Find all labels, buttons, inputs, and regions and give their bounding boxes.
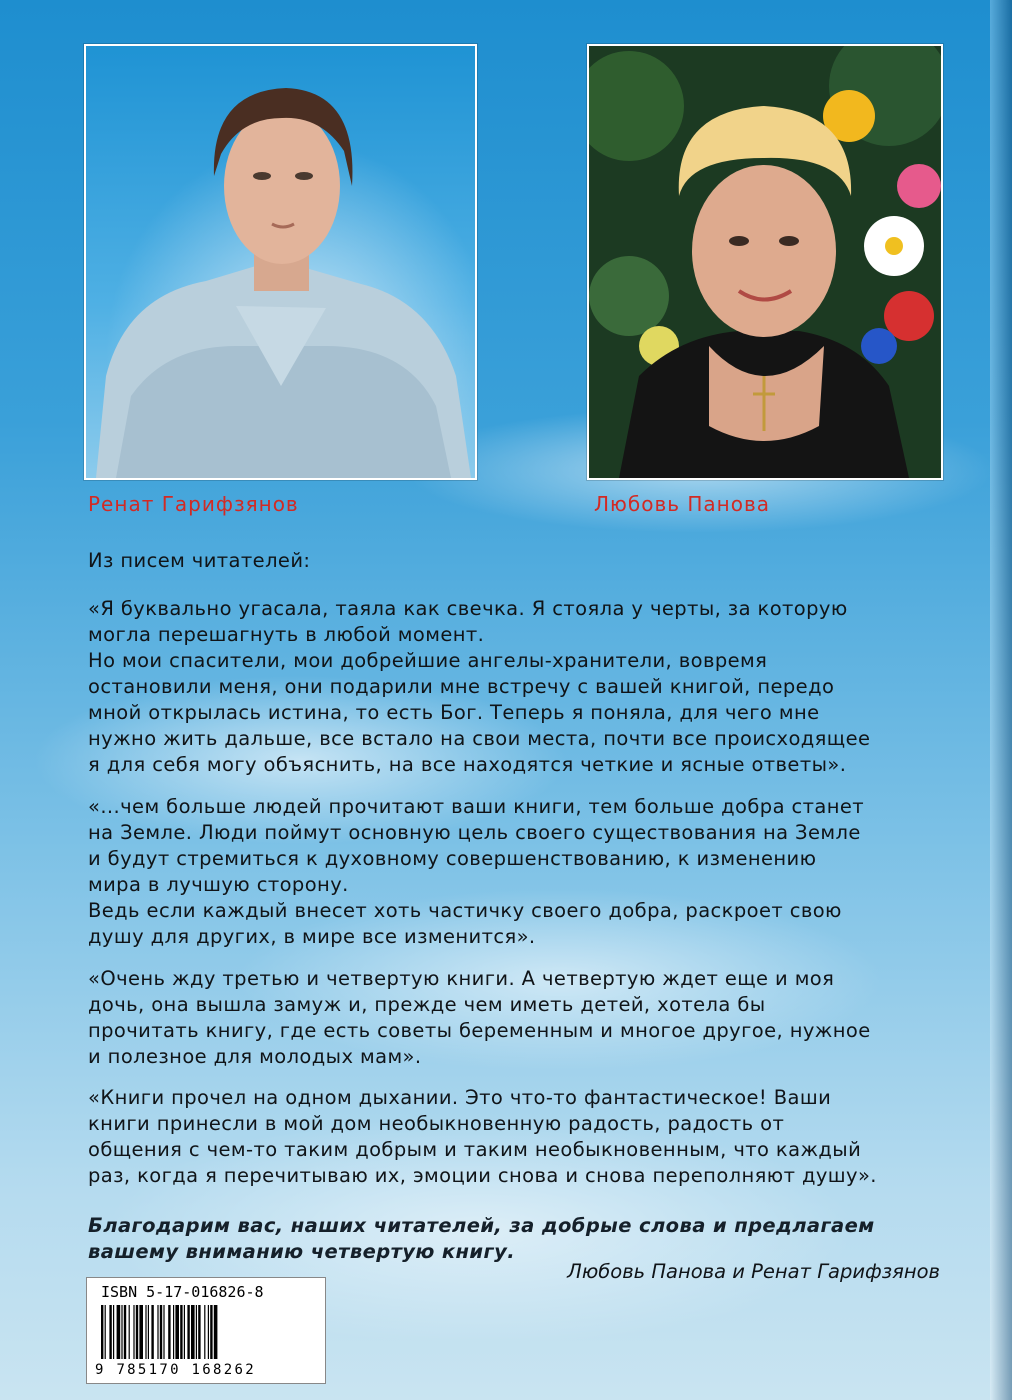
authors-signature: Любовь Панова и Ренат Гарифзянов (567, 1260, 940, 1283)
barcode-bar (214, 1305, 218, 1359)
barcode-bar (198, 1305, 200, 1359)
quote-line: и будут стремиться к духовному совершенствованию, к изменению (88, 847, 817, 870)
quote-line: остановили меня, они подарили мне встречу с вашей книгой, передо (88, 675, 835, 698)
quote-line: я для себя могу объяснить, на все находятся четкие и ясные ответы». (88, 753, 847, 776)
barcode-block (86, 1277, 326, 1384)
quote-line: прочитать книгу, где есть советы беременным и многое другое, нужное (88, 1019, 871, 1042)
quote-line: Но мои спасители, мои добрейшие ангелы-хранители, вовремя (88, 649, 768, 672)
barcode-bar (121, 1305, 122, 1359)
author-photo-right (587, 44, 943, 480)
barcode-bar (180, 1305, 182, 1359)
barcode-bars (97, 1305, 315, 1361)
barcode-bar (148, 1305, 149, 1359)
quote-line: «Очень жду третью и четвертую книги. А четвертую ждет еще и моя (88, 967, 835, 990)
quote-line: могла перешагнуть в любой момент. (88, 623, 485, 646)
quote-line: мира в лучшую сторону. (88, 873, 349, 896)
barcode-bar (151, 1305, 153, 1359)
quote-line: на Земле. Люди поймут основную цель своего существования на Земле (88, 821, 861, 844)
ean-digits: 9 785170 168262 (95, 1362, 256, 1378)
reader-quote-3 (88, 966, 943, 1070)
barcode-bar (210, 1305, 212, 1359)
barcode-bar (139, 1305, 143, 1359)
barcode-bar (204, 1305, 205, 1359)
quote-line: душу для других, в мире все изменится». (88, 925, 536, 948)
quote-line: «Книги прочел на одном дыхании. Это что-то фантастическое! Ваши (88, 1086, 832, 1109)
quote-line: «Я буквально угасала, таяла как свечка. Я стояла у черты, за которую (88, 597, 848, 620)
quote-line: мной открылась истина, то есть Бог. Теперь я поняла, для чего мне (88, 701, 820, 724)
barcode-bar (168, 1305, 170, 1359)
barcode-bar (160, 1305, 162, 1359)
thanks-note (88, 1213, 943, 1265)
barcode-bar (133, 1305, 134, 1359)
barcode-bar (136, 1305, 138, 1359)
barcode-bar (191, 1305, 195, 1359)
quote-line: общения с чем-то таким добрым и таким необыкновенным, что каждый (88, 1138, 862, 1161)
barcode-bar (105, 1305, 106, 1359)
barcode-bar (187, 1305, 189, 1359)
barcode-bar (184, 1305, 185, 1359)
barcode-bar (208, 1305, 209, 1359)
letters-intro: Из писем читателей: (88, 549, 311, 572)
barcode-bar (124, 1305, 126, 1359)
author-name-right: Любовь Панова (594, 492, 771, 516)
quote-line: и полезное для молодых мам». (88, 1045, 422, 1068)
barcode-bar (129, 1305, 130, 1359)
isbn-number: ISBN 5-17-016826-8 (101, 1283, 264, 1301)
author-photo-left (84, 44, 477, 480)
quote-line: «...чем больше людей прочитают ваши книги, тем больше добра станет (88, 795, 865, 818)
reader-quote-1 (88, 596, 943, 778)
reader-quote-2 (88, 794, 943, 950)
quote-line: дочь, она вышла замуж и, прежде чем иметь детей, хотела бы (88, 993, 766, 1016)
barcode-bar (163, 1305, 164, 1359)
reader-quote-4 (88, 1085, 943, 1189)
author-name-left: Ренат Гарифзянов (88, 492, 299, 516)
barcode-bar (101, 1305, 103, 1359)
thanks-line: вашему вниманию четвертую книгу. (88, 1240, 516, 1263)
barcode-bar (173, 1305, 174, 1359)
barcode-bar (109, 1305, 111, 1359)
book-spine-edge (990, 0, 1012, 1400)
quote-line: Ведь если каждый внесет хоть частичку своего добра, раскроет свою (88, 899, 842, 922)
quote-line: книги принесли в мой дом необыкновенную радость, радость от (88, 1112, 785, 1135)
barcode-bar (175, 1305, 179, 1359)
barcode-bar (145, 1305, 146, 1359)
barcode-bar (196, 1305, 197, 1359)
thanks-line: Благодарим вас, наших читателей, за добрые слова и предлагаем (88, 1214, 875, 1237)
barcode-bar (157, 1305, 158, 1359)
quote-line: раз, когда я перечитываю их, эмоции снова и снова переполняют душу». (88, 1164, 877, 1187)
barcode-bar (117, 1305, 121, 1359)
barcode-bar (113, 1305, 114, 1359)
quote-line: нужно жить дальше, все встало на свои места, почти все происходящее (88, 727, 871, 750)
